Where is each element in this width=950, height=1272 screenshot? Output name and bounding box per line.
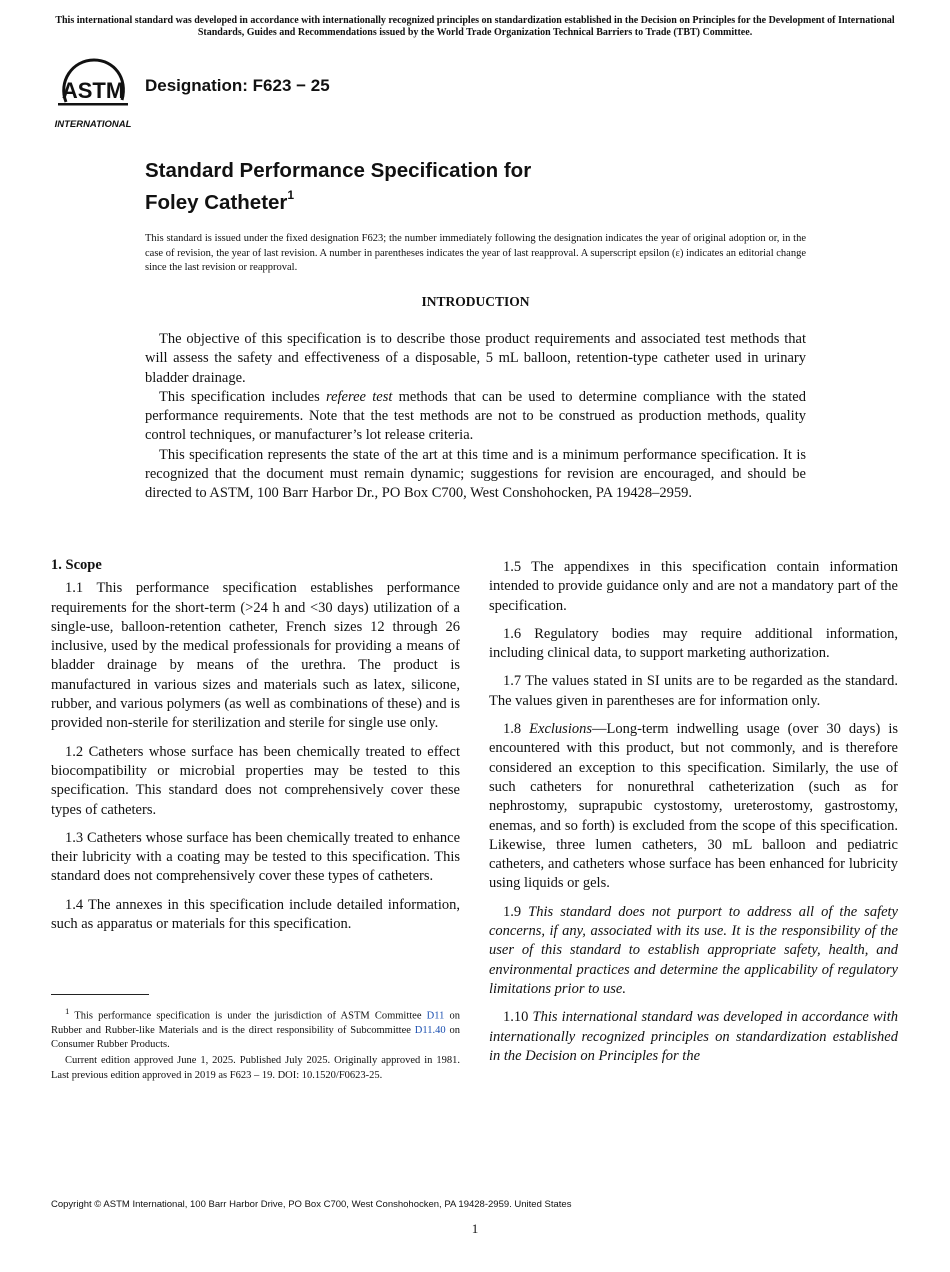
clause-1-2: 1.2 Catheters whose surface has been chemically treated to effect biocompatibility or microbial properties may be tested to this specification. This standard does not comprehensively cover these types of catheters.	[51, 743, 460, 818]
clause-1-4: 1.4 The annexes in this specification include detailed information, such as apparatus or materials for this specification.	[51, 896, 460, 933]
document-title	[145, 158, 531, 216]
logo-wordmark: INTERNATIONAL	[54, 119, 132, 130]
clause-1-8: 1.8 Exclusions—Long-term indwelling usage (over 30 days) is encountered with this product, but not commonly, and is therefore considered an exception to this specification. Similarly, the use of such catheters for nonurethral catheterization (such as for nephrostomy, suprapubic cystostomy, ureterostomy, gastrostomy, enemas, and so forth) is excluded from the scope of this specification. Likewise, three lumen catheters, 30 mL balloon and pediatric catheters, and catheters whose surface has been enhanced for lubricity using liquids or gels.	[489, 721, 898, 892]
title-text: Foley Catheter	[145, 190, 288, 214]
intro-paragraph-1: The objective of this specification is to describe those product requirements and associated test methods that will assess the safety and effectiveness of a disposable, 5 mL balloon, retention-type catheter used in urinary bladder drainage.	[145, 331, 806, 386]
intro-paragraph-2: This specification includes referee test methods that can be used to determine compliance with the stated performance requirements. Note that the test methods are not to be construed as production methods, quality control techniques, or manufacturer’s lot release criteria.	[145, 388, 806, 444]
wto-notice: This international standard was developed in accordance with internationally recognized principles on standardization established in the Decision on Principles for the Development of International Standards, Guides and Recommendations issued by the World Trade Organization Technical Barriers to Trade (TBT) Committee.	[55, 15, 895, 38]
title-line-1: Standard Performance Specification for	[145, 159, 532, 182]
issued-note: This standard is issued under the fixed designation F623; the number immediately following the designation indicates the year of original adoption or, in the case of revision, the year of last revision. A number in parentheses indicates the year of last reapproval. A superscript epsilon (ε) indicates an editorial change since the last revision or reapproval.	[145, 233, 806, 273]
link-d11[interactable]: D11	[426, 1010, 445, 1022]
footnote-divider	[51, 994, 149, 995]
page-number: 1	[471, 1221, 479, 1236]
clause-1-7: 1.7 The values stated in SI units are to be regarded as the standard. The values given in parentheses are for information only.	[489, 673, 898, 709]
footnote-1: $^1$ This performance specification is under the jurisdiction of ASTM Committee D11 on Rubber and Rubber-like Materials and is the direct responsibility of Subcommittee D11.40 on Consumer Rubber Products.	[51, 1006, 460, 1051]
footnote-edition: Current edition approved June 1, 2025. Published July 2025. Originally approved in 1981. Last previous edition approved in 2019 as F623 – 19. DOI: 10.1520/F0623-25.	[51, 1055, 460, 1081]
astm-logo-icon	[52, 54, 134, 132]
introduction-body	[145, 330, 806, 504]
clause-1-6: 1.6 Regulatory bodies may require additional information, including clinical data, to support marketing authorization.	[489, 625, 898, 662]
clause-1-10: 1.10 This international standard was developed in accordance with internationally recognized principles on standardization established in the Decision on Principles for the	[489, 1009, 898, 1064]
link-d11-40[interactable]: D11.40	[414, 1024, 446, 1036]
clause-1-1: 1.1 This performance specification establishes performance requirements for the short-term (>24 h and <30 days) utilization of a single-use, balloon-retention catheter, French sizes 12 through 26 inclusive, used by the medical professionals for providing a means of bladder drainage by means of the urethra. The product is manufactured in various sizes and materials such as latex, silicone, rubber, and various polymers (as well as combinations of these) and is provided non-sterile for sterilization and sterile for single use only.	[51, 580, 460, 732]
clause-1-5: 1.5 The appendixes in this specification contain information intended to provide guidance only and are not a mandatory part of the specification.	[489, 559, 898, 614]
title-footnote-ref[interactable]: 1	[287, 188, 295, 202]
clause-1-9: 1.9 This standard does not purport to address all of the safety concerns, if any, associated with its use. It is the responsibility of the user of this standard to establish appropriate safety, health, and environmental practices and determine the applicability of regulatory limitations prior to use.	[489, 903, 898, 997]
clause-1-3: 1.3 Catheters whose surface has been chemically treated to enhance their lubricity with a coating may be tested to this specification. This standard does not comprehensively cover these types of catheters.	[51, 829, 460, 885]
section-heading-scope: 1. Scope	[51, 557, 102, 573]
footnote-number: 1	[65, 1006, 70, 1016]
designation: Designation: F623 − 25	[145, 76, 330, 95]
intro-paragraph-3: This specification represents the state of the art at this time and is a minimum performance specification. It is recognized that the document must remain dynamic; suggestions for revision are encouraged, and should be directed to ASTM, 100 Barr Harbor Dr., PO Box C700, West Conshohocken, PA 19428–2959.	[145, 446, 806, 502]
introduction-heading: INTRODUCTION	[421, 294, 530, 309]
right-column	[489, 558, 898, 1075]
footnotes	[51, 1004, 460, 1085]
copyright: Copyright © ASTM International, 100 Barr Harbor Drive, PO Box C700, West Conshohocken, PA 19428-2959. United States	[51, 1199, 572, 1210]
logo-mark: ASTM	[61, 78, 125, 103]
left-column	[51, 556, 460, 943]
title-line-2	[145, 184, 531, 216]
